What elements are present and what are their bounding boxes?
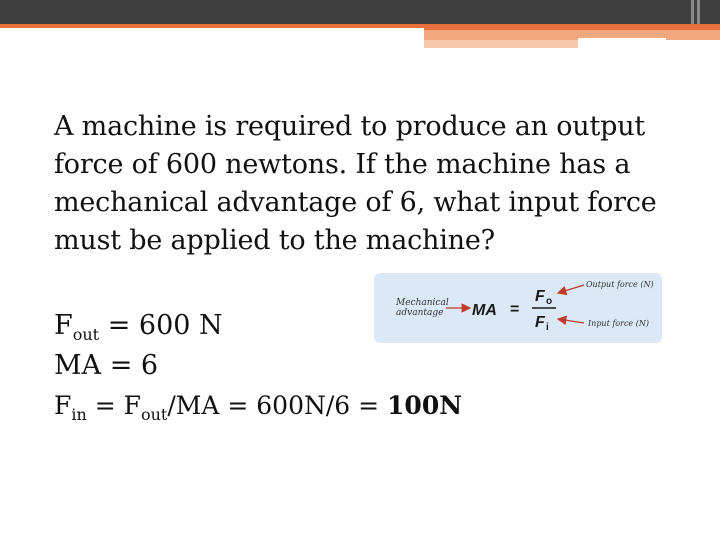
denominator-subscript: i xyxy=(546,322,549,333)
accent-block xyxy=(424,40,578,48)
fout-subscript: out xyxy=(72,325,100,344)
solution-equation xyxy=(54,388,462,424)
output-force-label: Output force (N) xyxy=(586,280,654,289)
numerator-subscript: o xyxy=(546,296,553,307)
answer: 100N xyxy=(387,391,463,420)
output-arrow xyxy=(558,285,584,293)
eq-mid: = F xyxy=(86,391,141,420)
input-force-label: Input force (N) xyxy=(588,319,649,328)
eq-rest: /MA = 600N/6 = xyxy=(167,391,388,420)
denominator-symbol: F xyxy=(535,314,545,331)
question-text: A machine is required to produce an output force of 600 newtons. If the machine has a mechanical advantage of 6, what input force must be applied to the machine? xyxy=(54,111,657,256)
accent-block xyxy=(424,30,720,40)
ma-formula-diagram xyxy=(374,273,662,343)
left-label-2: advantage xyxy=(396,308,444,318)
given-ma: MA = 6 xyxy=(54,350,159,381)
input-arrow xyxy=(558,319,584,323)
fout-symbol: F xyxy=(54,310,73,341)
eq-mid-subscript: out xyxy=(140,405,168,424)
header-divider xyxy=(691,0,694,24)
ma-formula-svg xyxy=(374,273,662,343)
equals-sign: = xyxy=(510,301,520,318)
numerator-symbol: F xyxy=(535,288,545,305)
accent-divider xyxy=(578,38,666,40)
header-divider xyxy=(697,0,700,24)
fout-value: = 600 N xyxy=(99,310,223,341)
ma-symbol: MA xyxy=(472,302,497,319)
given-fout xyxy=(54,308,223,344)
accent-divider xyxy=(0,28,424,30)
fin-symbol: F xyxy=(54,391,72,420)
left-label-1: Mechanical xyxy=(396,298,449,308)
header-bar xyxy=(0,0,720,24)
fin-subscript: in xyxy=(71,405,87,424)
